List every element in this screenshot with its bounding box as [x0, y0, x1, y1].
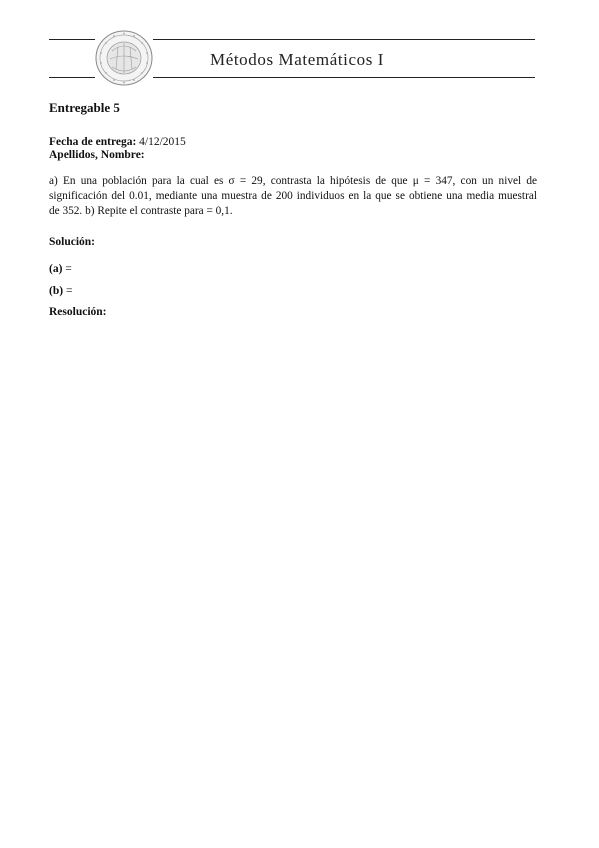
answer-a-line [49, 262, 72, 276]
problem-statement [49, 174, 537, 219]
answer-b-line [49, 284, 72, 298]
assignment-title: Entregable 5 [49, 100, 120, 115]
header-rule-bottom-right [153, 77, 535, 78]
header-rule-top-right [153, 39, 535, 40]
university-seal-icon [94, 29, 154, 87]
answer-a-value: = [65, 263, 72, 275]
header-rule-top-left [49, 39, 95, 40]
due-date-label: Fecha de entrega: [49, 136, 137, 148]
problem-line-3: de 352. b) Repite el contraste para = 0,1. [49, 205, 233, 217]
solution-heading: Solución: [49, 236, 96, 248]
answer-a-label: (a) [49, 263, 63, 275]
due-date-line [49, 135, 186, 149]
due-date-value: 4/12/2015 [139, 136, 186, 148]
answer-b-value: = [65, 285, 73, 297]
student-name-label: Apellidos, Nombre: [49, 149, 145, 161]
course-title: Métodos Matemáticos I [210, 50, 385, 69]
header-rule-bottom-left [49, 77, 95, 78]
resolution-heading: Resolución: [49, 306, 107, 318]
problem-line-1: a) En una población para la cual es σ = 29, contrasta la hipótesis de que μ = 347, con un nivel de [49, 175, 537, 187]
problem-line-2: significación del 0.01, mediante una muestra de 200 individuos en la que se obtiene una media muestral [49, 190, 537, 202]
answer-b-label: (b) [49, 285, 64, 297]
